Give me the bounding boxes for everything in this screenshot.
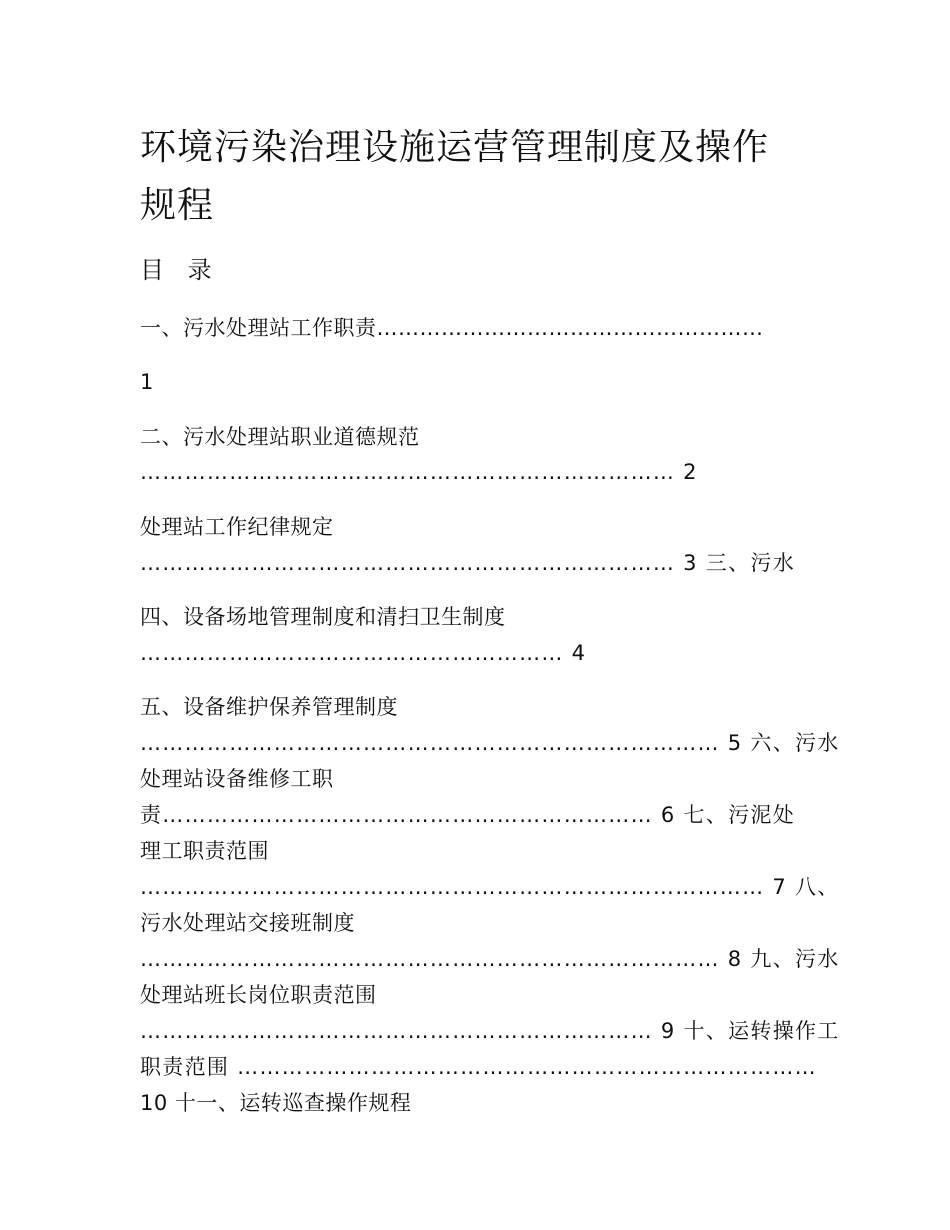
- toc-entry-10: 职责范围 ……………………………………………………………………: [140, 1055, 817, 1079]
- toc-entry-4: 四、设备场地管理制度和清扫卫生制度: [140, 605, 506, 629]
- toc-dots-6: 责………………………………………………………… 6 七、污泥处: [140, 803, 796, 827]
- toc-entry-5: 五、设备维护保养管理制度: [140, 695, 398, 719]
- toc-dots-7: ………………………………………………………………………… 7 八、: [140, 875, 840, 899]
- document-title-line-2: 规程: [140, 185, 215, 226]
- toc-entry-7: 理工职责范围: [140, 839, 269, 863]
- toc-entry-1: 一、污水处理站工作职责………………………………………………: [140, 316, 764, 340]
- toc-entry-9: 处理站班长岗位职责范围: [140, 983, 377, 1007]
- toc-dots-9: …………………………………………………………… 9 十、运转操作工: [140, 1019, 840, 1043]
- toc-heading: 目 录: [140, 256, 220, 284]
- toc-dots-4: ………………………………………………… 4: [140, 641, 587, 665]
- toc-entry-2: 二、污水处理站职业道德规范: [140, 425, 420, 449]
- toc-dots-5: …………………………………………………………………… 5 六、污水: [140, 731, 840, 755]
- toc-dots-3: ……………………………………………………………… 3 三、污水: [140, 551, 796, 575]
- toc-entry-11: 10 十一、运转巡查操作规程: [140, 1091, 412, 1115]
- toc-dots-2: ……………………………………………………………… 2: [140, 460, 698, 484]
- toc-dots-8: …………………………………………………………………… 8 九、污水: [140, 947, 840, 971]
- toc-entry-3: 处理站工作纪律规定: [140, 515, 334, 539]
- toc-entry-6: 处理站设备维修工职: [140, 767, 334, 791]
- toc-entry-8: 污水处理站交接班制度: [140, 911, 355, 935]
- document-title-line-1: 环境污染治理设施运营管理制度及操作: [140, 127, 770, 168]
- toc-page-1: 1: [140, 370, 154, 394]
